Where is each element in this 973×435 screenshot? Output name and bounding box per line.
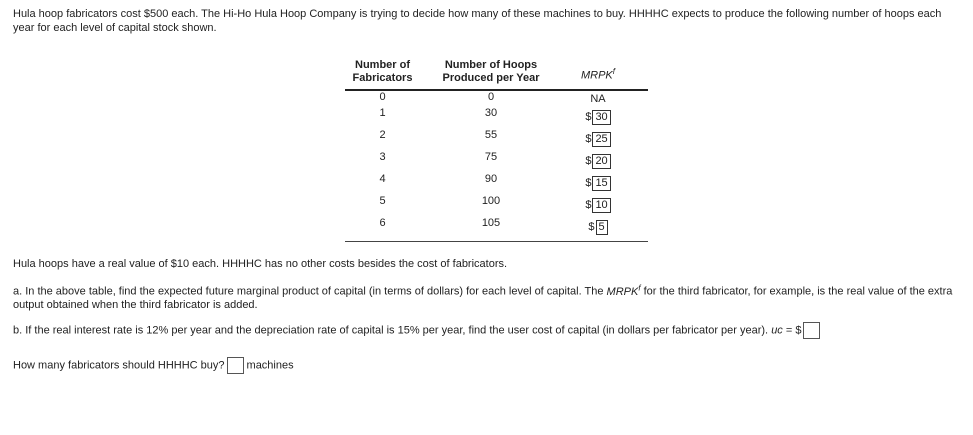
- header-hoops-line2: Produced per Year: [442, 72, 540, 84]
- part-a-mrpk: [606, 283, 641, 298]
- dollar-sign: $: [585, 199, 592, 211]
- part-b-text: [13, 322, 963, 339]
- paragraph-hoop-value: Hula hoops have a real value of $10 each. HHHHC has no other costs besides the cost of fabricators.: [13, 258, 508, 270]
- header-fabricators-line1: Number of: [355, 59, 410, 71]
- part-a-mrpk-sup: f: [638, 283, 641, 292]
- part-a-before: a. In the above table, find the expected future marginal product of capital (in terms of dollars) for each level of capital. The: [13, 285, 607, 298]
- mrpk-cell: [565, 220, 631, 235]
- table-header: [345, 59, 648, 91]
- machines-unit: machines: [246, 359, 294, 372]
- table-row: [345, 217, 648, 239]
- header-fabricators-line2: Fabricators: [352, 72, 413, 84]
- mrpk-cell: [565, 154, 631, 169]
- header-mrpk: [565, 65, 631, 83]
- table-row: [345, 151, 648, 173]
- dollar-sign: $: [585, 133, 592, 145]
- question-buy: [13, 357, 963, 374]
- fabricators-cell: 3: [379, 151, 386, 163]
- mrpk-cell: [565, 176, 631, 191]
- capital-table: [345, 59, 648, 239]
- header-hoops: [436, 59, 546, 85]
- hoops-cell: 90: [484, 173, 498, 185]
- fabricators-cell: 0: [379, 91, 386, 103]
- hoops-cell: 75: [484, 151, 498, 163]
- hoops-cell: 30: [484, 107, 498, 119]
- dollar-sign: $: [588, 221, 595, 233]
- table-row: [345, 129, 648, 151]
- hoops-cell: 0: [487, 91, 495, 103]
- hoops-cell: 105: [481, 217, 501, 229]
- header-hoops-line1: Number of Hoops: [444, 59, 538, 71]
- table-row: [345, 195, 648, 217]
- table-row: [345, 173, 648, 195]
- part-a-text: [13, 281, 963, 312]
- part-a-after: for the third fabricator, for example, is the real value of the extra output obtained when the third fabricator is added.: [13, 285, 953, 311]
- fabricators-cell: 6: [379, 217, 386, 229]
- uc-equals: = $: [782, 324, 802, 337]
- mrpk-answer-input[interactable]: 30: [592, 110, 610, 125]
- hoops-cell: 100: [481, 195, 501, 207]
- mrpk-answer-input[interactable]: 10: [592, 198, 610, 213]
- dollar-sign: $: [585, 177, 592, 189]
- mrpk-cell: [565, 198, 631, 213]
- user-cost-input[interactable]: [803, 322, 820, 339]
- header-mrpk-sup: f: [612, 67, 615, 76]
- dollar-sign: $: [585, 111, 592, 123]
- fabricators-cell: 1: [379, 107, 386, 119]
- uc-label: uc: [771, 324, 783, 337]
- table-body: [345, 91, 648, 239]
- mrpk-answer-input[interactable]: 20: [592, 154, 610, 169]
- table-row: [345, 91, 648, 107]
- mrpk-cell: NA: [590, 93, 606, 105]
- mrpk-cell: [565, 110, 631, 125]
- fabricators-count-input[interactable]: [227, 357, 244, 374]
- header-mrpk-label: MRPK: [580, 69, 613, 82]
- hoops-cell: 55: [484, 129, 498, 141]
- fabricators-cell: 2: [379, 129, 386, 141]
- mrpk-answer-input[interactable]: 5: [596, 220, 608, 235]
- part-b-question: b. If the real interest rate is 12% per year and the depreciation rate of capital is 15% per year, find the user cost of capital (in dollars per fabricator per year).: [13, 324, 772, 337]
- header-fabricators: [345, 59, 420, 85]
- fabricators-cell: 5: [379, 195, 386, 207]
- mrpk-answer-input[interactable]: 15: [592, 176, 610, 191]
- mrpk-cell: [565, 132, 631, 147]
- part-a-mrpk-label: MRPK: [606, 285, 639, 298]
- question-buy-text: How many fabricators should HHHHC buy?: [13, 359, 225, 372]
- fabricators-cell: 4: [379, 173, 386, 185]
- table-bottom-rule: [345, 241, 648, 242]
- mrpk-answer-input[interactable]: 25: [592, 132, 610, 147]
- problem-intro: Hula hoop fabricators cost $500 each. The Hi-Ho Hula Hoop Company is trying to decide how many of these machines to buy. HHHHC expects to produce the following number of hoops each year for each level of capital stock shown.: [13, 8, 942, 34]
- dollar-sign: $: [585, 155, 592, 167]
- table-row: [345, 107, 648, 129]
